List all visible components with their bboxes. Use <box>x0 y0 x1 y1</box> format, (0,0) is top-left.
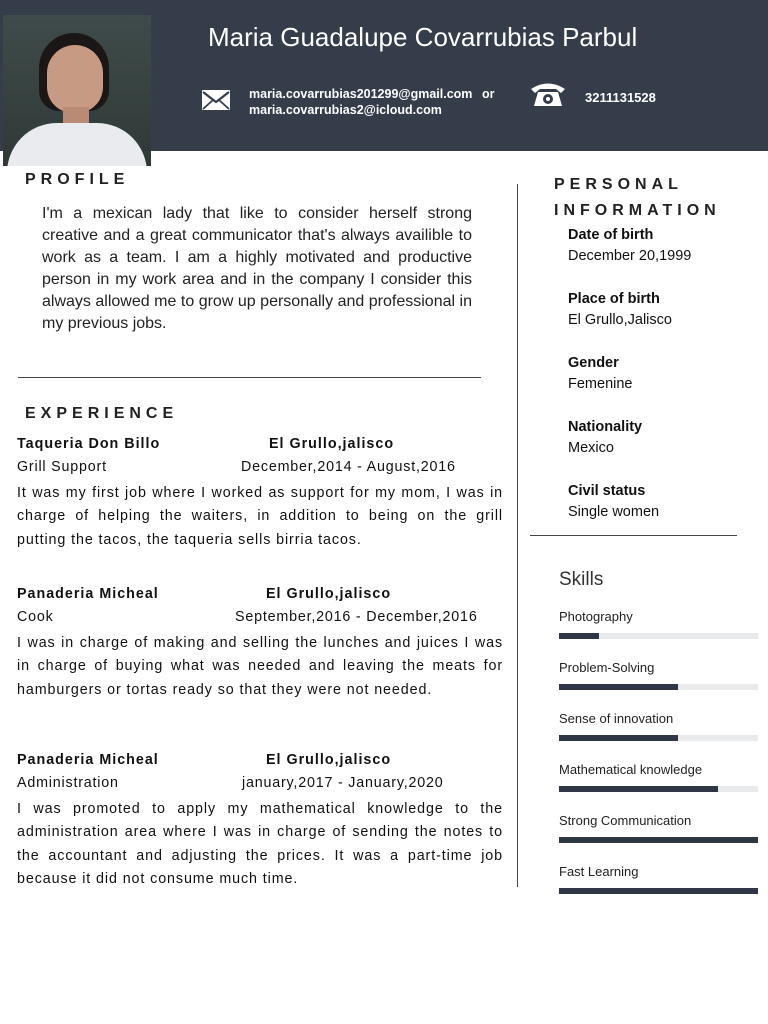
skill-name: Photography <box>559 609 633 624</box>
envelope-icon <box>202 90 230 110</box>
personal-info-heading <box>554 172 721 224</box>
info-value: December 20,1999 <box>568 248 692 264</box>
skill-bar-fill <box>559 633 599 639</box>
skills-heading: Skills <box>559 569 604 590</box>
skill-item <box>559 813 758 831</box>
job-dates: December,2014 - August,2016 <box>241 459 456 475</box>
job-dates: january,2017 - January,2020 <box>242 775 444 791</box>
profile-heading: PROFILE <box>25 171 130 188</box>
skill-item <box>559 609 758 627</box>
info-value: Mexico <box>568 440 614 456</box>
skill-bar-fill <box>559 837 758 843</box>
job-company: Panaderia Micheal <box>17 586 159 602</box>
skill-item <box>559 864 758 882</box>
info-label: Civil status <box>568 483 646 499</box>
personal-info-item <box>568 289 672 331</box>
photo-face <box>47 45 103 113</box>
job-role: Administration <box>17 775 119 791</box>
skill-name: Fast Learning <box>559 864 639 879</box>
job-entry <box>17 752 503 891</box>
skill-bar-fill <box>559 684 678 690</box>
skill-item <box>559 711 758 729</box>
skill-name: Strong Communication <box>559 813 692 828</box>
photo-shirt <box>7 123 147 166</box>
personal-info-heading-line1: PERSONAL <box>554 176 683 193</box>
section-divider <box>18 377 481 378</box>
skill-bar-fill <box>559 735 678 741</box>
info-value: El Grullo,Jalisco <box>568 312 672 328</box>
skill-bar-track <box>559 684 758 690</box>
job-location: El Grullo,jalisco <box>269 436 395 452</box>
skill-item <box>559 660 758 678</box>
info-label: Date of birth <box>568 227 654 243</box>
email-list <box>249 86 472 118</box>
profile-photo <box>3 15 151 166</box>
personal-info-item <box>568 353 632 395</box>
personal-info-heading-line2: INFORMATION <box>554 202 721 219</box>
job-description: It was my first job where I worked as support for my mom, I was in charge of helping the waiters, in addition to being on the grill putting the tacos, the taqueria sells birria tacos. <box>17 485 503 548</box>
info-value: Single women <box>568 504 660 520</box>
personal-info-item <box>568 481 659 523</box>
job-role: Cook <box>17 609 54 625</box>
or-separator: or <box>482 87 495 101</box>
skill-bar-track <box>559 786 758 792</box>
section-divider <box>530 535 737 536</box>
job-location: El Grullo,jalisco <box>266 586 392 602</box>
job-location: El Grullo,jalisco <box>266 752 392 768</box>
skill-name: Mathematical knowledge <box>559 762 703 777</box>
personal-info-item <box>568 225 691 267</box>
job-dates: September,2016 - December,2016 <box>235 609 478 625</box>
skill-name: Sense of innovation <box>559 711 674 726</box>
job-description: I was in charge of making and selling the lunches and juices I was in charge of buying what was needed and leaving the meats for hamburgers or tortas ready so that they were not needed. <box>17 635 503 698</box>
info-value: Femenine <box>568 376 633 392</box>
skill-bar-track <box>559 633 758 639</box>
job-company: Panaderia Micheal <box>17 752 159 768</box>
info-label: Nationality <box>568 419 643 435</box>
skill-bar-fill <box>559 888 758 894</box>
skill-bar-fill <box>559 786 718 792</box>
email-primary[interactable]: maria.covarrubias201299@gmail.com <box>249 87 473 101</box>
skill-bar-track <box>559 888 758 894</box>
job-role: Grill Support <box>17 459 107 475</box>
experience-heading: EXPERIENCE <box>25 405 179 422</box>
full-name: Maria Guadalupe Covarrubias Parbul <box>208 22 638 52</box>
job-description: I was promoted to apply my mathematical knowledge to the administration area where I was in charge of sending the notes to the accountant and adjusting the prices. It was a part-time job because it did not consume much time. <box>17 801 503 887</box>
job-entry <box>17 436 503 552</box>
info-label: Place of birth <box>568 291 660 307</box>
phone-number[interactable]: 3211131528 <box>585 90 656 105</box>
telephone-icon <box>529 80 567 108</box>
profile-summary: I'm a mexican lady that like to consider herself strong creative and a great communicator that's always availible to work as a team. I am a highly motivated and productive person in my work area and in the company I consider this always allowed me to grow up personally and professional in my previous jobs. <box>42 205 472 332</box>
job-entry <box>17 586 503 702</box>
skill-bar-track <box>559 837 758 843</box>
skill-item <box>559 762 758 780</box>
info-label: Gender <box>568 355 619 371</box>
column-divider <box>517 184 518 887</box>
skill-name: Problem-Solving <box>559 660 655 675</box>
skill-bar-track <box>559 735 758 741</box>
personal-info-item <box>568 417 642 459</box>
email-secondary[interactable]: maria.covarrubias2@icloud.com <box>249 103 442 117</box>
job-company: Taqueria Don Billo <box>17 436 161 452</box>
